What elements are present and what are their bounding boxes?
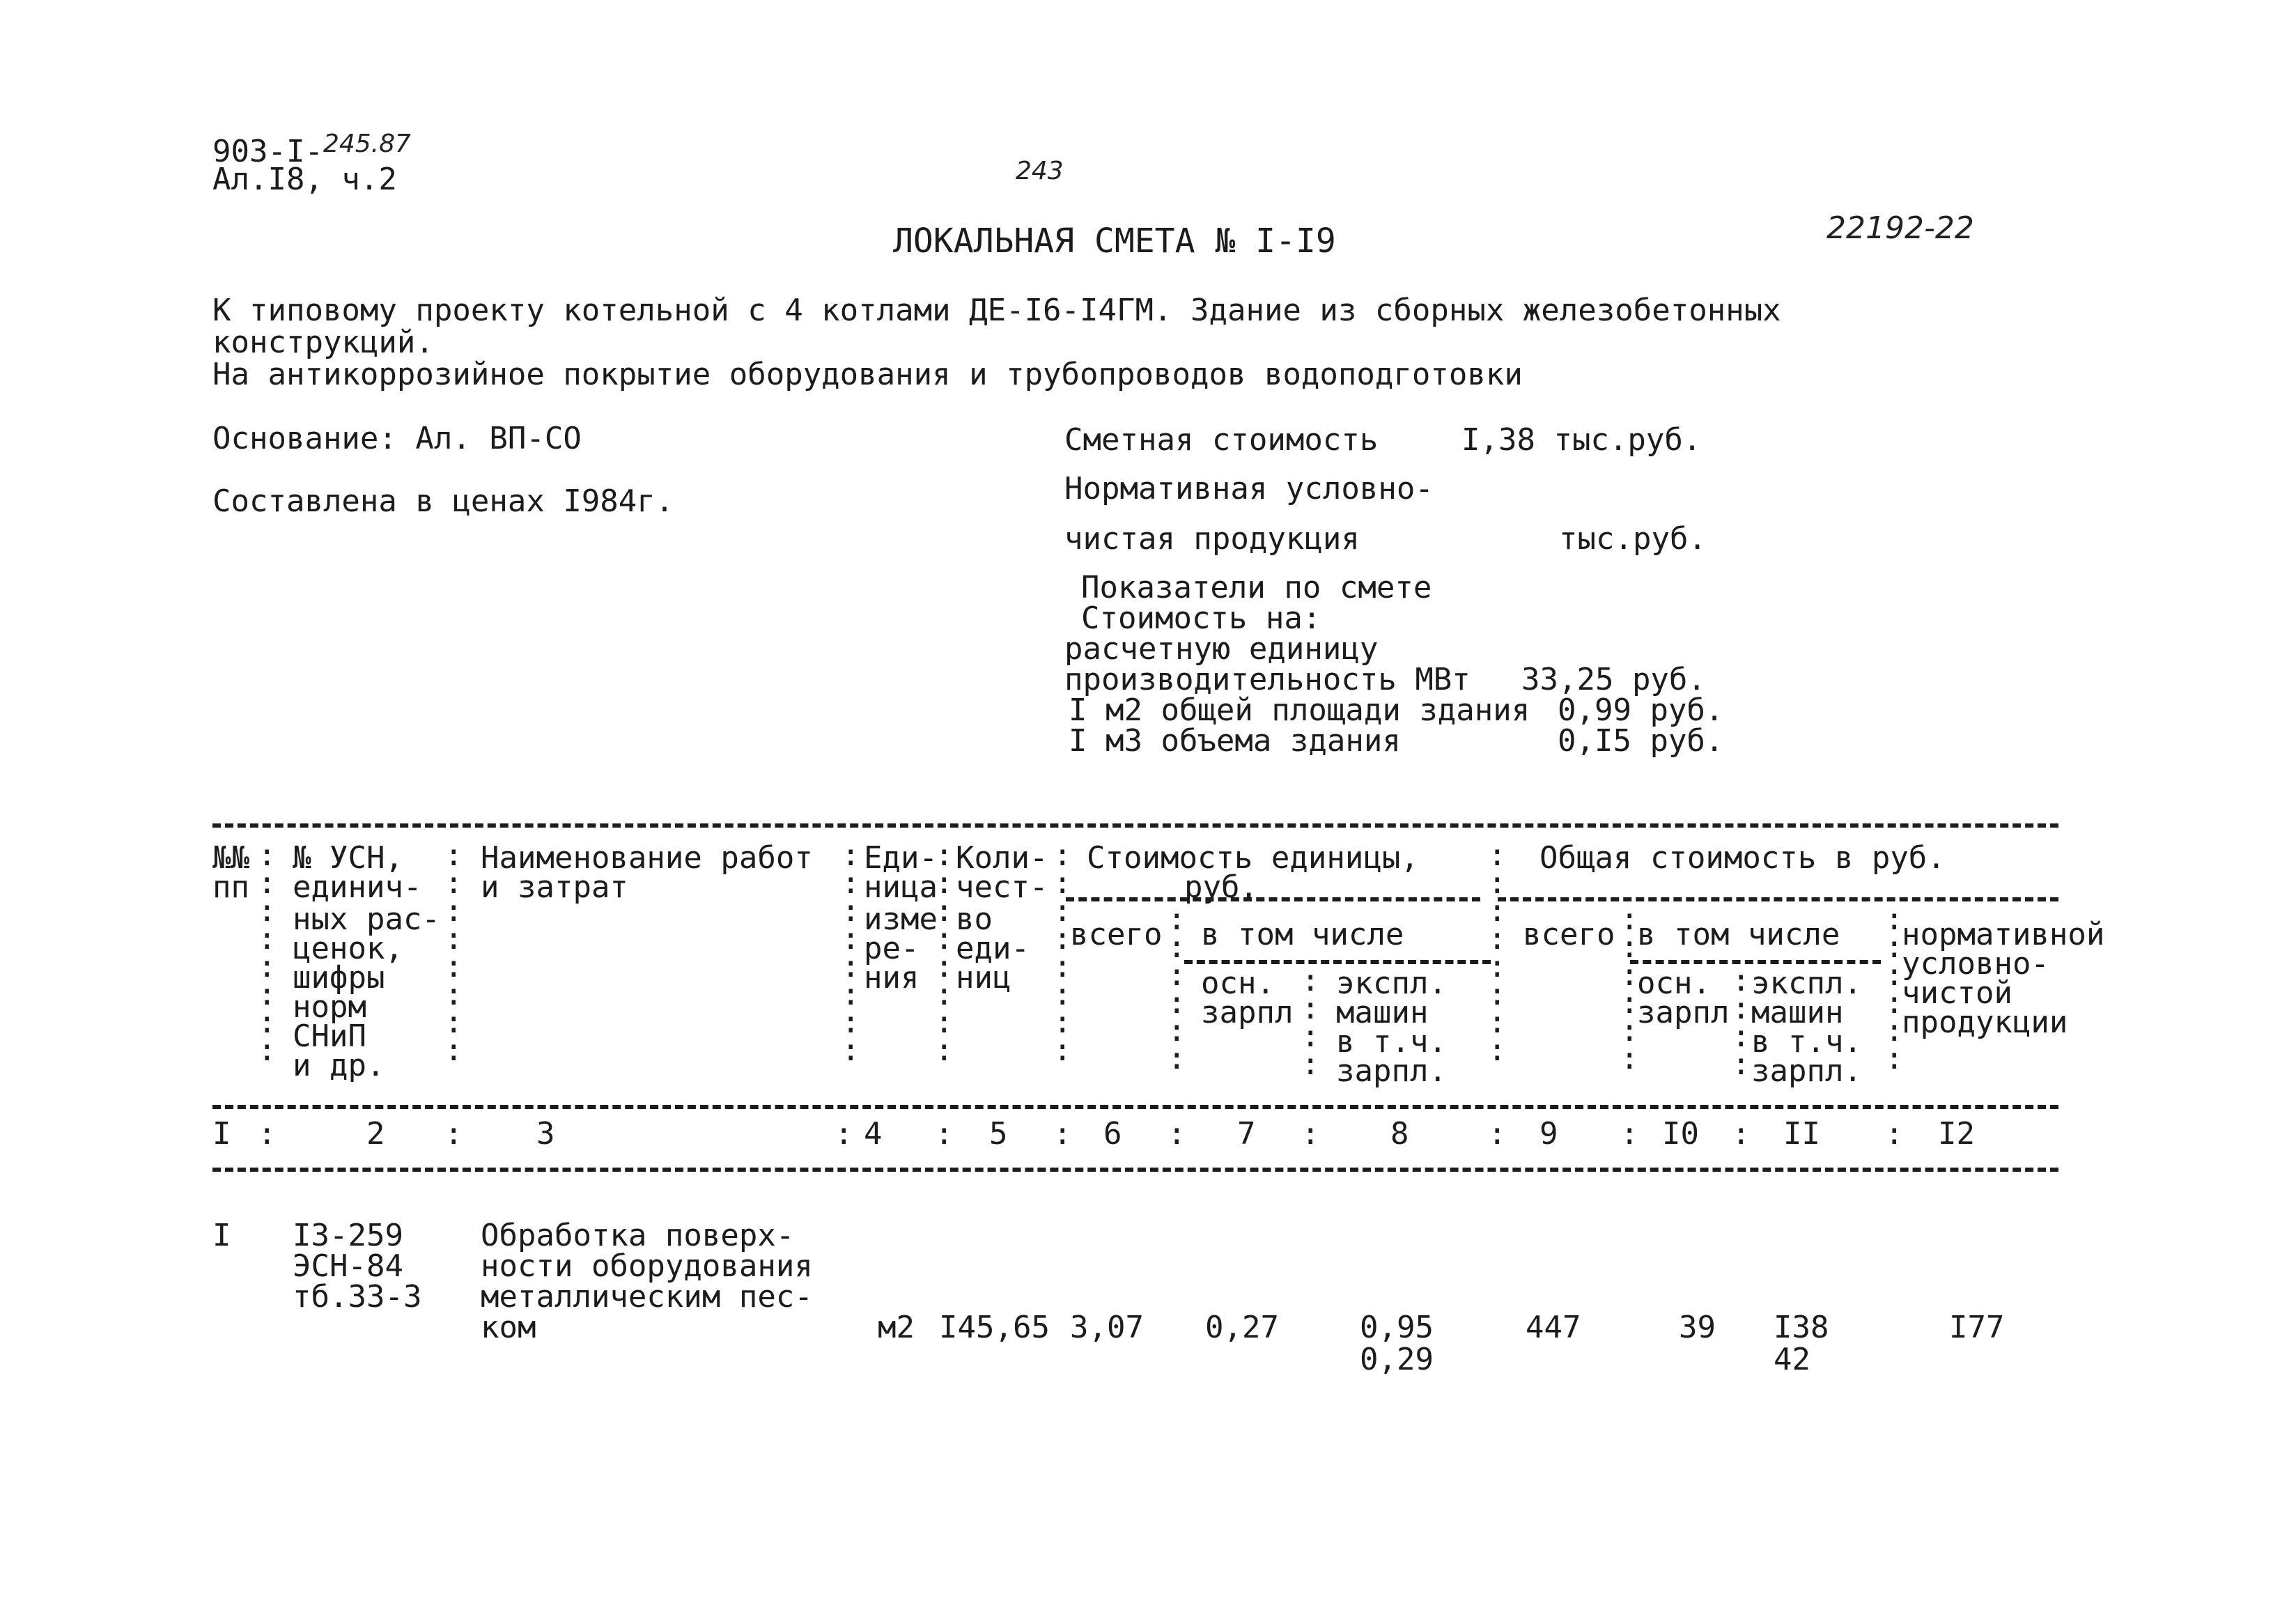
colnum-sep-5: : (1053, 1116, 1072, 1152)
colnum-11: II (1783, 1116, 1820, 1152)
col-sep-1: : : : : : : : : (258, 837, 277, 1068)
cost-on-label: Стоимость на: (1081, 601, 1321, 636)
col8-header-3: в т.ч. (1336, 1024, 1447, 1060)
col2-header-4: ценок, (293, 931, 403, 966)
col8-header-2: машин (1336, 995, 1429, 1030)
volume-value: 0,I5 руб. (1558, 723, 1724, 759)
row1-name-1: Обработка поверх- (481, 1218, 795, 1253)
col2-header-5: шифры (293, 960, 385, 996)
col10-header-1: осн. (1637, 966, 1711, 1001)
col-sep-8: : : : : : : : : (1488, 837, 1507, 1068)
col5-header-5: ниц (956, 960, 1011, 996)
colnum-1: I (212, 1116, 231, 1152)
colnum-sep-10: : (1732, 1116, 1751, 1152)
col4-header-3: изме (864, 901, 938, 937)
col-sep-10: : : : : (1732, 963, 1751, 1082)
productivity-value: 33,25 руб. (1521, 662, 1706, 697)
row1-num: I (212, 1218, 231, 1253)
col11-header-3: в т.ч. (1751, 1024, 1862, 1060)
col2-header-8: и др. (293, 1048, 385, 1083)
row1-unit-machines: 0,95 (1360, 1310, 1434, 1345)
row1-qty: I45,65 (939, 1310, 1050, 1345)
colnum-12: I2 (1938, 1116, 1975, 1152)
table-top-rule (212, 823, 2058, 828)
unit-in-that-header: в том числе (1201, 917, 1404, 952)
col-sep-2: : : : : : : : : (444, 837, 463, 1068)
normative-unit: тыс.руб. (1559, 521, 1707, 557)
col10-header-2: зарпл (1637, 995, 1730, 1030)
row1-unit: м2 (878, 1310, 915, 1345)
col1-header-2: пп (212, 869, 249, 905)
colnum-8: 8 (1390, 1116, 1409, 1152)
col4-header-1: Еди- (864, 840, 938, 876)
row1-total-wage: 39 (1679, 1310, 1716, 1345)
estimated-cost-value: I,38 тыс.руб. (1461, 422, 1702, 458)
row1-total-machines: I38 (1774, 1310, 1829, 1345)
total-subcol-rule (1630, 960, 1881, 964)
doc-number: 22192-22 (1826, 210, 1974, 246)
row1-code-3: тб.33-3 (293, 1279, 422, 1315)
colnum-sep-8: : (1488, 1116, 1507, 1152)
col11-header-4: зарпл. (1751, 1053, 1862, 1089)
area-value: 0,99 руб. (1558, 692, 1724, 728)
indicators-title: Показатели по смете (1081, 570, 1432, 605)
col-sep-7: : : : : (1301, 963, 1320, 1082)
col3-header-2: и затрат (481, 869, 628, 905)
col2-header-6: норм (293, 989, 366, 1025)
col-sep-5: : : : : : : : : (1053, 837, 1072, 1068)
col2-header-7: СНиП (293, 1018, 366, 1054)
colnum-sep-7: : (1301, 1116, 1320, 1152)
col6-header: всего (1070, 917, 1163, 952)
basis-text: Основание: Ал. ВП-СО (212, 421, 582, 456)
col2-header-2: единич- (293, 869, 422, 905)
area-label: I м2 общей площади здания (1069, 692, 1530, 728)
colnum-4: 4 (864, 1116, 883, 1152)
col7-header-2: зарпл (1201, 995, 1294, 1030)
colnum-6: 6 (1103, 1116, 1122, 1152)
colnum-5: 5 (989, 1116, 1008, 1152)
header-bottom-rule (212, 1105, 2058, 1109)
col8-header-4: зарпл. (1336, 1053, 1447, 1089)
colnum-sep-11: : (1885, 1116, 1904, 1152)
total-cost-subrule (1498, 897, 2058, 901)
page-number: 243 (1016, 157, 1064, 185)
col11-header-2: машин (1751, 995, 1844, 1030)
col4-header-5: ния (864, 960, 920, 996)
row1-total: 447 (1526, 1310, 1581, 1345)
col4-header-2: ница (864, 869, 938, 905)
colnum-sep-3: : (835, 1116, 853, 1152)
colnum-10: I0 (1662, 1116, 1699, 1152)
col12-header-2: условно- (1902, 946, 2049, 982)
col1-header-1: №№ (212, 840, 249, 876)
colnum-sep-1: : (258, 1116, 277, 1152)
col5-header-2: чест- (956, 869, 1048, 905)
normative-label-2: чистая продукция (1064, 521, 1360, 557)
unit-subcol-rule (1184, 960, 1491, 964)
col12-header-4: продукции (1902, 1005, 2068, 1040)
colnum-2: 2 (366, 1116, 385, 1152)
col-sep-11: : : : : : : (1885, 901, 1904, 1076)
colnum-sep-6: : (1168, 1116, 1186, 1152)
row1-unit-wage: 0,27 (1205, 1310, 1279, 1345)
col-sep-6: : : : : : : (1168, 901, 1186, 1076)
volume-label: I м3 объема здания (1069, 723, 1401, 759)
numbers-bottom-rule (212, 1168, 2058, 1172)
col5-header-3: во (956, 901, 993, 937)
description-line1: К типовому проекту котельной с 4 котлами ДЕ-I6-I4ГМ. Здание из сборных железобетонных (212, 293, 1781, 328)
doc-code-handwritten: 245.87 (323, 130, 411, 158)
description-line3: На антикоррозийное покрытие оборудования и трубопроводов водоподготовки (212, 357, 1523, 392)
unit-cost-subrule (1066, 897, 1480, 901)
row1-name-3: металлическим пес- (481, 1279, 813, 1315)
col9-header: всего (1523, 917, 1615, 952)
col-sep-3: : : : : : : : : (841, 837, 860, 1068)
row1-unit-machines-wage: 0,29 (1360, 1342, 1434, 1377)
unit-cost-group-unit: руб. (1184, 869, 1258, 905)
row1-normative: I77 (1949, 1310, 2005, 1345)
col8-header-1: экспл. (1336, 966, 1447, 1001)
total-in-that-header: в том числе (1637, 917, 1840, 952)
page-title: ЛОКАЛЬНАЯ СМЕТА № I-I9 (893, 222, 1336, 261)
row1-code-1: I3-259 (293, 1218, 403, 1253)
colnum-sep-4: : (935, 1116, 954, 1152)
col4-header-4: ре- (864, 931, 920, 966)
col-sep-9: : : : : : : (1620, 901, 1639, 1076)
row1-name-4: ком (481, 1310, 536, 1345)
prices-text: Составлена в ценах I984г. (212, 483, 674, 519)
productivity-label: производительность МВт (1064, 662, 1471, 697)
row1-unit-total: 3,07 (1070, 1310, 1144, 1345)
colnum-3: 3 (536, 1116, 555, 1152)
col2-header-1: № УСН, (293, 840, 403, 876)
calc-unit-label: расчетную единицу (1064, 631, 1379, 667)
col3-header-1: Наименование работ (481, 840, 813, 876)
doc-code-line2: Ал.I8, ч.2 (212, 162, 397, 197)
colnum-sep-9: : (1620, 1116, 1639, 1152)
row1-total-machines-wage: 42 (1774, 1342, 1810, 1377)
col2-header-3: ных рас- (293, 901, 440, 937)
col12-header-1: нормативной (1902, 917, 2105, 952)
row1-code-2: ЭСН-84 (293, 1248, 403, 1284)
doc-code-line1: 903-I- (212, 134, 323, 169)
col11-header-1: экспл. (1751, 966, 1862, 1001)
colnum-7: 7 (1237, 1116, 1256, 1152)
col5-header-4: еди- (956, 931, 1030, 966)
col12-header-3: чистой (1902, 975, 2012, 1011)
col7-header-1: осн. (1201, 966, 1275, 1001)
estimated-cost-label: Сметная стоимость (1064, 422, 1379, 458)
row1-name-2: ности оборудования (481, 1248, 813, 1284)
normative-label-1: Нормативная условно- (1064, 471, 1434, 506)
description-line2: конструкций. (212, 325, 434, 360)
unit-cost-group-header: Стоимость единицы, (1087, 840, 1419, 876)
col-sep-4: : : : : : : : : (935, 837, 954, 1068)
total-cost-group-header: Общая стоимость в руб. (1539, 840, 1946, 876)
colnum-9: 9 (1539, 1116, 1558, 1152)
col5-header-1: Коли- (956, 840, 1048, 876)
colnum-sep-2: : (444, 1116, 463, 1152)
